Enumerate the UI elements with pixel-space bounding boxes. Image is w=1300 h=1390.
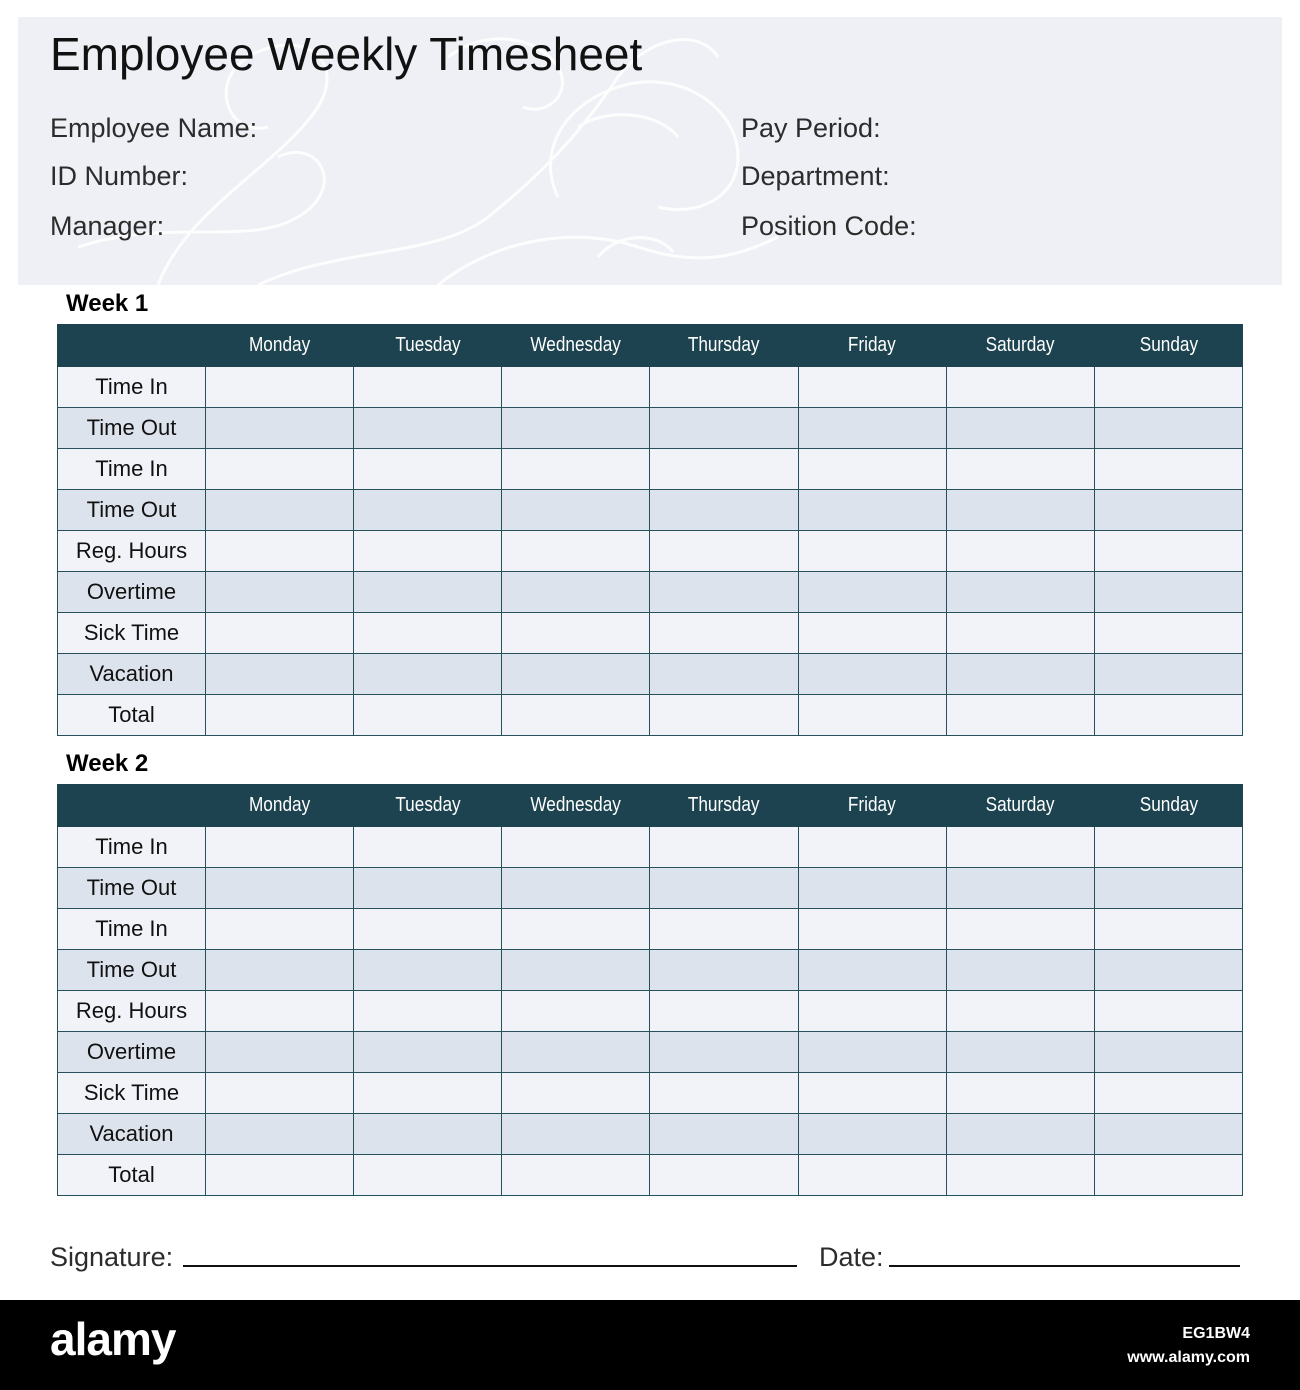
entry-cell[interactable] (650, 1155, 798, 1196)
entry-cell[interactable] (650, 909, 798, 950)
department-label: Department: (741, 161, 890, 191)
entry-cell[interactable] (354, 572, 502, 613)
entry-cell[interactable] (946, 449, 1094, 490)
entry-cell[interactable] (354, 868, 502, 909)
table-row (58, 531, 1243, 572)
week-1-table (57, 324, 1243, 736)
row-label: Time Out (58, 950, 206, 991)
entry-cell[interactable] (798, 991, 946, 1032)
position-code-label: Position Code: (741, 211, 917, 241)
entry-cell[interactable] (354, 909, 502, 950)
entry-cell[interactable] (1094, 991, 1242, 1032)
row-label: Reg. Hours (58, 991, 206, 1032)
day-header-label: Thursday (688, 794, 760, 816)
entry-cell[interactable] (1094, 572, 1242, 613)
entry-cell[interactable] (206, 827, 354, 868)
entry-cell[interactable] (354, 490, 502, 531)
table-row (58, 827, 1243, 868)
entry-cell[interactable] (946, 695, 1094, 736)
entry-cell[interactable] (206, 1032, 354, 1073)
entry-cell[interactable] (354, 367, 502, 408)
entry-cell[interactable] (650, 695, 798, 736)
entry-cell[interactable] (206, 1155, 354, 1196)
table-row (58, 950, 1243, 991)
entry-cell[interactable] (354, 654, 502, 695)
entry-cell[interactable] (946, 367, 1094, 408)
table-row (58, 1155, 1243, 1196)
entry-cell[interactable] (946, 827, 1094, 868)
entry-cell[interactable] (798, 1032, 946, 1073)
day-header-label: Monday (248, 334, 311, 356)
header-row (58, 325, 1243, 367)
entry-cell[interactable] (650, 1032, 798, 1073)
entry-cell[interactable] (206, 531, 354, 572)
entry-cell[interactable] (1094, 613, 1242, 654)
day-header-thursday (650, 325, 798, 367)
entry-cell[interactable] (354, 1032, 502, 1073)
day-header-monday (206, 325, 354, 367)
day-header-label: Monday (248, 794, 311, 816)
table-row (58, 408, 1243, 449)
table-row (58, 1073, 1243, 1114)
day-header-label: Sunday (1139, 794, 1198, 816)
row-label: Time Out (58, 868, 206, 909)
day-header-tuesday (354, 325, 502, 367)
entry-cell[interactable] (798, 827, 946, 868)
entry-cell[interactable] (502, 868, 650, 909)
date-line[interactable] (889, 1265, 1240, 1267)
entry-cell[interactable] (946, 490, 1094, 531)
entry-cell[interactable] (798, 449, 946, 490)
id-number-label: ID Number: (50, 161, 189, 191)
table-row (58, 1114, 1243, 1155)
entry-cell[interactable] (354, 1073, 502, 1114)
day-header-sunday (1094, 785, 1242, 827)
row-label: Overtime (58, 1032, 206, 1073)
entry-cell[interactable] (798, 1155, 946, 1196)
day-header-saturday (946, 325, 1094, 367)
corner-cell (58, 785, 206, 827)
table-row (58, 909, 1243, 950)
entry-cell[interactable] (650, 1073, 798, 1114)
week-2-table (57, 784, 1243, 1196)
entry-cell[interactable] (650, 991, 798, 1032)
entry-cell[interactable] (502, 1073, 650, 1114)
entry-cell[interactable] (502, 613, 650, 654)
table-row (58, 572, 1243, 613)
entry-cell[interactable] (1094, 654, 1242, 695)
day-header-wednesday (502, 785, 650, 827)
page-title: Employee Weekly Timesheet (50, 28, 643, 80)
row-label: Overtime (58, 572, 206, 613)
entry-cell[interactable] (206, 950, 354, 991)
entry-cell[interactable] (946, 1155, 1094, 1196)
entry-cell[interactable] (650, 572, 798, 613)
entry-cell[interactable] (946, 654, 1094, 695)
row-label: Time Out (58, 490, 206, 531)
row-label: Reg. Hours (58, 531, 206, 572)
row-label: Time In (58, 449, 206, 490)
entry-cell[interactable] (650, 613, 798, 654)
entry-cell[interactable] (946, 613, 1094, 654)
pay-period-label: Pay Period: (741, 113, 881, 143)
entry-cell[interactable] (650, 1114, 798, 1155)
entry-cell[interactable] (946, 1032, 1094, 1073)
entry-cell[interactable] (354, 531, 502, 572)
day-header-label: Friday (848, 794, 897, 816)
entry-cell[interactable] (206, 868, 354, 909)
entry-cell[interactable] (502, 1032, 650, 1073)
entry-cell[interactable] (650, 367, 798, 408)
entry-cell[interactable] (206, 572, 354, 613)
entry-cell[interactable] (502, 531, 650, 572)
row-label: Total (58, 695, 206, 736)
entry-cell[interactable] (354, 827, 502, 868)
day-header-label: Saturday (985, 334, 1055, 356)
entry-cell[interactable] (206, 613, 354, 654)
entry-cell[interactable] (798, 613, 946, 654)
entry-cell[interactable] (1094, 1073, 1242, 1114)
entry-cell[interactable] (946, 531, 1094, 572)
day-header-saturday (946, 785, 1094, 827)
brand-logo: alamy (50, 1313, 176, 1365)
entry-cell[interactable] (206, 909, 354, 950)
entry-cell[interactable] (354, 991, 502, 1032)
entry-cell[interactable] (502, 490, 650, 531)
signature-label: Signature: (50, 1242, 174, 1272)
day-header-sunday (1094, 325, 1242, 367)
entry-cell[interactable] (354, 695, 502, 736)
stock-info (1127, 1322, 1250, 1370)
week-1-label: Week 1 (66, 290, 149, 317)
week-2-label: Week 2 (66, 750, 149, 777)
row-label: Sick Time (58, 1073, 206, 1114)
entry-cell[interactable] (502, 408, 650, 449)
day-header-label: Saturday (985, 794, 1055, 816)
entry-cell[interactable] (1094, 1114, 1242, 1155)
entry-cell[interactable] (1094, 868, 1242, 909)
entry-cell[interactable] (502, 367, 650, 408)
row-label: Sick Time (58, 613, 206, 654)
day-header-label: Wednesday (530, 794, 622, 816)
entry-cell[interactable] (946, 909, 1094, 950)
entry-cell[interactable] (650, 868, 798, 909)
entry-cell[interactable] (502, 1155, 650, 1196)
entry-cell[interactable] (1094, 490, 1242, 531)
entry-cell[interactable] (354, 408, 502, 449)
entry-cell[interactable] (502, 695, 650, 736)
entry-cell[interactable] (206, 449, 354, 490)
corner-cell (58, 325, 206, 367)
table-row (58, 490, 1243, 531)
entry-cell[interactable] (206, 1114, 354, 1155)
entry-cell[interactable] (798, 654, 946, 695)
entry-cell[interactable] (502, 1114, 650, 1155)
entry-cell[interactable] (798, 367, 946, 408)
entry-cell[interactable] (946, 1073, 1094, 1114)
day-header-tuesday (354, 785, 502, 827)
entry-cell[interactable] (206, 1073, 354, 1114)
entry-cell[interactable] (798, 1073, 946, 1114)
entry-cell[interactable] (354, 449, 502, 490)
entry-cell[interactable] (798, 909, 946, 950)
entry-cell[interactable] (946, 408, 1094, 449)
table-row (58, 695, 1243, 736)
entry-cell[interactable] (946, 868, 1094, 909)
entry-cell[interactable] (650, 408, 798, 449)
day-header-label: Wednesday (530, 334, 622, 356)
table-row (58, 868, 1243, 909)
entry-cell[interactable] (650, 490, 798, 531)
manager-label: Manager: (50, 211, 165, 241)
table-row (58, 367, 1243, 408)
row-label: Time In (58, 909, 206, 950)
entry-cell[interactable] (1094, 449, 1242, 490)
entry-cell[interactable] (798, 695, 946, 736)
row-label: Vacation (58, 1114, 206, 1155)
entry-cell[interactable] (798, 408, 946, 449)
entry-cell[interactable] (206, 408, 354, 449)
day-header-friday (798, 325, 946, 367)
entry-cell[interactable] (798, 868, 946, 909)
entry-cell[interactable] (206, 490, 354, 531)
entry-cell[interactable] (502, 654, 650, 695)
day-header-thursday (650, 785, 798, 827)
entry-cell[interactable] (650, 950, 798, 991)
entry-cell[interactable] (798, 490, 946, 531)
row-label: Vacation (58, 654, 206, 695)
date-label: Date: (819, 1242, 884, 1272)
entry-cell[interactable] (1094, 531, 1242, 572)
entry-cell[interactable] (946, 950, 1094, 991)
entry-cell[interactable] (206, 654, 354, 695)
day-header-friday (798, 785, 946, 827)
entry-cell[interactable] (1094, 1155, 1242, 1196)
table-row (58, 1032, 1243, 1073)
header-row (58, 785, 1243, 827)
entry-cell[interactable] (1094, 408, 1242, 449)
entry-cell[interactable] (502, 909, 650, 950)
entry-cell[interactable] (354, 1155, 502, 1196)
entry-cell[interactable] (354, 613, 502, 654)
day-header-label: Sunday (1139, 334, 1198, 356)
entry-cell[interactable] (502, 572, 650, 613)
entry-cell[interactable] (946, 572, 1094, 613)
row-label: Total (58, 1155, 206, 1196)
employee-name-label: Employee Name: (50, 113, 258, 143)
site-url: www.alamy.com (1127, 1349, 1250, 1366)
day-header-monday (206, 785, 354, 827)
entry-cell[interactable] (798, 1114, 946, 1155)
entry-cell[interactable] (354, 1114, 502, 1155)
entry-cell[interactable] (502, 950, 650, 991)
entry-cell[interactable] (1094, 1032, 1242, 1073)
entry-cell[interactable] (798, 572, 946, 613)
entry-cell[interactable] (650, 449, 798, 490)
entry-cell[interactable] (206, 367, 354, 408)
entry-cell[interactable] (650, 531, 798, 572)
entry-cell[interactable] (502, 449, 650, 490)
entry-cell[interactable] (354, 950, 502, 991)
row-label: Time In (58, 367, 206, 408)
day-header-label: Tuesday (395, 794, 461, 816)
entry-cell[interactable] (1094, 695, 1242, 736)
table-row (58, 991, 1243, 1032)
row-label: Time Out (58, 408, 206, 449)
entry-cell[interactable] (798, 950, 946, 991)
entry-cell[interactable] (206, 991, 354, 1032)
entry-cell[interactable] (650, 654, 798, 695)
header-panel (18, 17, 1282, 285)
row-label: Time In (58, 827, 206, 868)
entry-cell[interactable] (1094, 367, 1242, 408)
entry-cell[interactable] (502, 827, 650, 868)
entry-cell[interactable] (650, 827, 798, 868)
entry-cell[interactable] (798, 531, 946, 572)
table-row (58, 449, 1243, 490)
footer-bar (0, 1300, 1300, 1390)
entry-cell[interactable] (206, 695, 354, 736)
entry-cell[interactable] (946, 991, 1094, 1032)
image-id: EG1BW4 (1182, 1325, 1250, 1342)
entry-cell[interactable] (502, 991, 650, 1032)
day-header-wednesday (502, 325, 650, 367)
table-row (58, 654, 1243, 695)
entry-cell[interactable] (946, 1114, 1094, 1155)
entry-cell[interactable] (1094, 909, 1242, 950)
day-header-label: Friday (848, 334, 897, 356)
day-header-label: Thursday (688, 334, 760, 356)
entry-cell[interactable] (1094, 950, 1242, 991)
signature-line[interactable] (183, 1265, 797, 1267)
day-header-label: Tuesday (395, 334, 461, 356)
entry-cell[interactable] (1094, 827, 1242, 868)
table-row (58, 613, 1243, 654)
